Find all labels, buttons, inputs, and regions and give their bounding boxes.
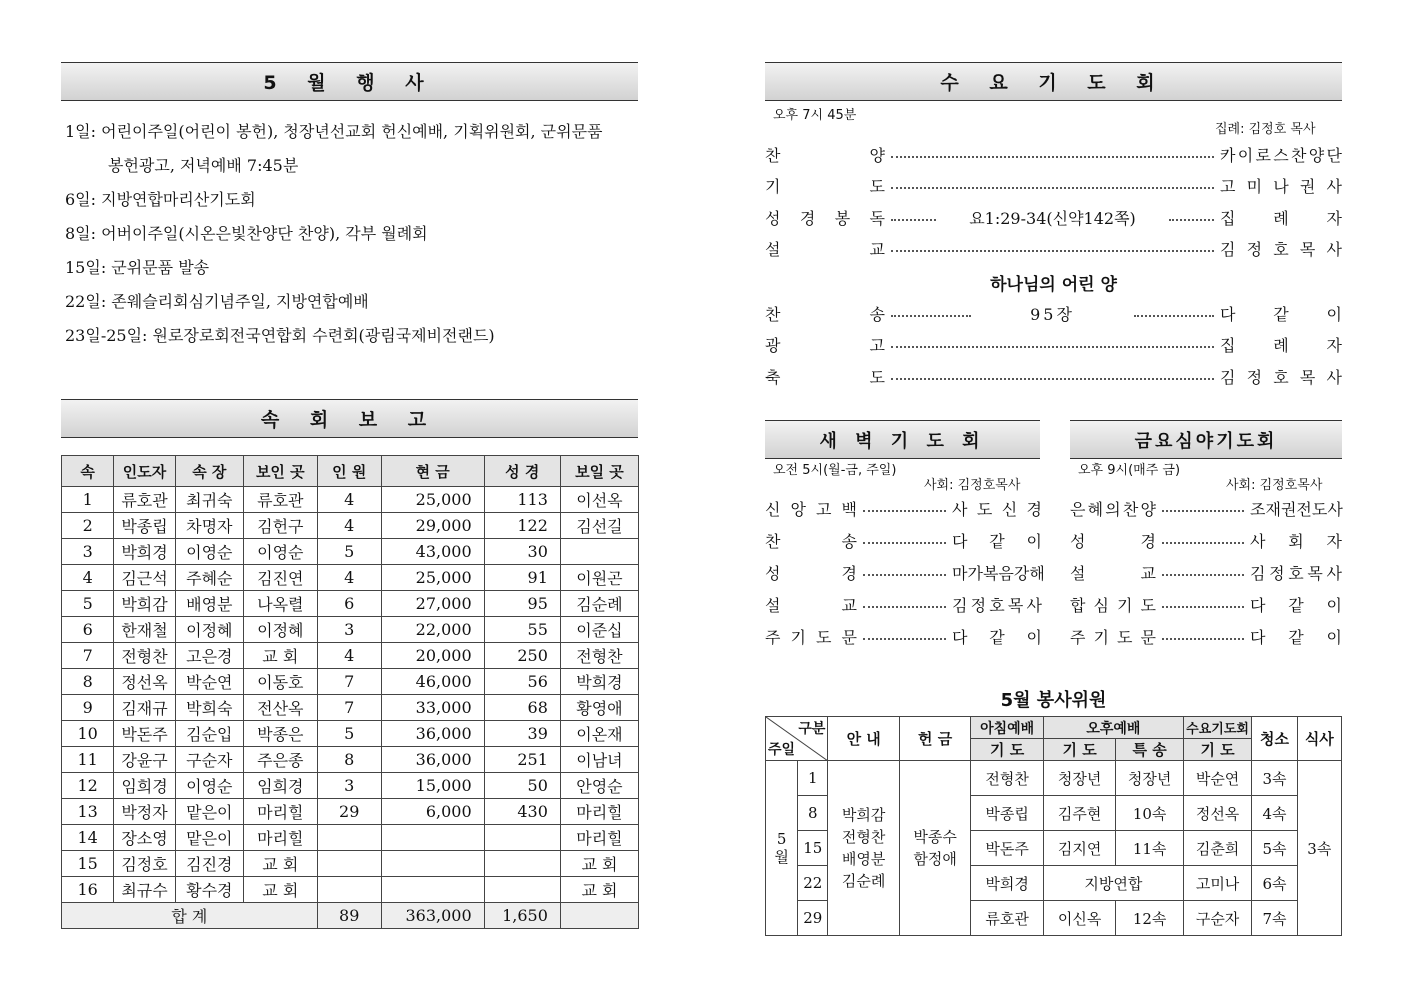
wed-prayer: 정선옥: [1183, 796, 1251, 831]
report-cell: [381, 877, 484, 903]
diag-header: [766, 717, 828, 761]
report-cell: 황수경: [175, 877, 243, 903]
fri-row: [1070, 593, 1342, 616]
report-cell: 6: [317, 591, 381, 617]
report-cell: 마리힐: [243, 799, 317, 825]
month-cell: [766, 761, 798, 936]
report-cell: 33,000: [381, 695, 484, 721]
volunteers-title: 5월 봉사위원: [1000, 690, 1107, 711]
fri-row: [1070, 625, 1342, 648]
report-cell: 김재규: [114, 695, 175, 721]
report-row: [62, 851, 639, 877]
report-cell: 250: [484, 643, 560, 669]
special-song: 11속: [1116, 831, 1183, 866]
report-col-header: 인 원: [317, 456, 381, 487]
report-cell: 나옥렬: [243, 591, 317, 617]
report-cell: [381, 825, 484, 851]
report-cell: 이동호: [243, 669, 317, 695]
dawn-value: 김 정 호 목 사: [952, 596, 1042, 615]
report-cell: 3: [317, 617, 381, 643]
report-cell: 7: [317, 695, 381, 721]
report-cell: 3: [62, 539, 114, 565]
events-header: 5 월 행 사: [61, 62, 638, 101]
fri-label: 은 혜 의 찬 양: [1070, 500, 1156, 519]
dawn-value: 다 같 이: [952, 628, 1042, 647]
week-day: 8: [798, 796, 828, 831]
fri-row: [1070, 529, 1342, 552]
wed-time: 오후 7시 45분: [773, 108, 857, 123]
report-total-cell: 1,650: [484, 903, 560, 929]
fri-value: 조 재 권 전 도 사: [1250, 500, 1343, 519]
report-cell: 이정혜: [243, 617, 317, 643]
report-cell: 95: [484, 591, 560, 617]
report-cell: 251: [484, 747, 560, 773]
dawn-row: [765, 561, 1045, 584]
report-cell: [560, 539, 638, 565]
report-cell: 15,000: [381, 773, 484, 799]
report-row: [62, 565, 639, 591]
afternoon-prayer: 김주현: [1043, 796, 1116, 831]
report-cell: 30: [484, 539, 560, 565]
report-cell: 5: [317, 539, 381, 565]
col-offering: 헌 금: [899, 717, 970, 761]
report-cell: 차명자: [175, 513, 243, 539]
afternoon-prayer: 이신옥: [1043, 901, 1116, 936]
dawn-leader: 사회: 김정호목사: [924, 478, 1021, 493]
clean-group: 5속: [1252, 831, 1297, 866]
report-cell: 43,000: [381, 539, 484, 565]
week-label: 주일: [768, 742, 796, 758]
report-cell: 박돈주: [114, 721, 175, 747]
report-cell: 김근석: [114, 565, 175, 591]
report-row: [62, 773, 639, 799]
fri-label: 설 교: [1070, 564, 1156, 583]
report-row: [62, 721, 639, 747]
wed-row: [765, 206, 1342, 229]
report-cell: 교 회: [243, 877, 317, 903]
week-day: 15: [798, 831, 828, 866]
report-cell: 마리힐: [560, 799, 638, 825]
report-total-row: [62, 903, 639, 929]
report-cell: 39: [484, 721, 560, 747]
report-cell: 박정자: [114, 799, 175, 825]
wed-leader: 집례: 김정호 목사: [1215, 122, 1316, 137]
report-cell: [484, 825, 560, 851]
report-cell: 113: [484, 487, 560, 513]
report-cell: 이영순: [175, 539, 243, 565]
fri-value: 김 정 호 목 사: [1250, 564, 1342, 583]
fri-value: 다 같 이: [1250, 628, 1342, 647]
wed-value: 집 례 자: [1220, 336, 1342, 355]
report-row: [62, 669, 639, 695]
report-cell: 임희경: [243, 773, 317, 799]
dawn-row: [765, 497, 1042, 520]
report-cell: 맡은이: [175, 825, 243, 851]
report-cell: 김진연: [243, 565, 317, 591]
wed-label: 설 교: [765, 240, 885, 259]
report-cell: 안영순: [560, 773, 638, 799]
report-cell: 이원곤: [560, 565, 638, 591]
report-cell: 6: [62, 617, 114, 643]
wed-value: 다 같 이: [1220, 305, 1342, 324]
report-cell: [484, 851, 560, 877]
report-cell: 박종립: [114, 513, 175, 539]
report-cell: 이남녀: [560, 747, 638, 773]
report-cell: 김순례: [560, 591, 638, 617]
wed-row: [765, 302, 1342, 325]
dawn-label: 신 앙 고 백: [765, 500, 857, 519]
report-cell: 마리힐: [243, 825, 317, 851]
dawn-label: 성 경: [765, 564, 857, 583]
report-cell: 구순자: [175, 747, 243, 773]
report-cell: 430: [484, 799, 560, 825]
dawn-row: [765, 625, 1042, 648]
wed-row: [765, 237, 1342, 260]
afternoon-prayer: 김지연: [1043, 831, 1116, 866]
fri-value: 사 회 자: [1250, 532, 1342, 551]
report-cell: 이정혜: [175, 617, 243, 643]
report-cell: [317, 825, 381, 851]
week-day: 29: [798, 901, 828, 936]
report-cell: 46,000: [381, 669, 484, 695]
col-wed: 수요기도회: [1183, 717, 1251, 739]
sub-prayer: 기 도: [971, 739, 1044, 761]
dawn-label: 찬 송: [765, 532, 857, 551]
report-cell: 25,000: [381, 565, 484, 591]
wed-value: 김 정 호 목 사: [1220, 240, 1342, 259]
morning-prayer: 전형찬: [971, 761, 1044, 796]
wed-sermon-title: 하나님의 어린 양: [990, 275, 1117, 295]
event-item: 23일-25일: 원로장로회전국연합회 수련회(광림국제비전랜드): [65, 326, 495, 345]
report-cell: 강윤구: [114, 747, 175, 773]
report-cell: 박희숙: [175, 695, 243, 721]
col-meal: 식사: [1297, 717, 1341, 761]
wed-label: 찬 양: [765, 146, 885, 165]
report-cell: 교 회: [243, 851, 317, 877]
volunteers-table: [765, 716, 1342, 936]
report-cell: 류호관: [243, 487, 317, 513]
report-row: [62, 747, 639, 773]
wed-prayer: 박순연: [1183, 761, 1251, 796]
report-cell: 맡은이: [175, 799, 243, 825]
report-cell: 25,000: [381, 487, 484, 513]
report-col-header: 성 경: [484, 456, 560, 487]
event-item: 6일: 지방연합마리산기도회: [65, 190, 256, 209]
wed-value: 카 이 로 스 찬 양 단: [1220, 146, 1342, 165]
report-cell: 7: [317, 669, 381, 695]
report-cell: 14: [62, 825, 114, 851]
morning-prayer: 박희경: [971, 866, 1044, 901]
report-total-cell: [560, 903, 638, 929]
report-cell: 11: [62, 747, 114, 773]
report-cell: 29: [317, 799, 381, 825]
col-clean: 청소: [1252, 717, 1297, 761]
report-cell: 고은경: [175, 643, 243, 669]
report-cell: 이영순: [175, 773, 243, 799]
col-morning: 아침예배: [971, 717, 1044, 739]
report-cell: 4: [317, 565, 381, 591]
report-row: [62, 695, 639, 721]
wed-label: 축 도: [765, 368, 885, 387]
report-cell: 이선옥: [560, 487, 638, 513]
report-cell: 20,000: [381, 643, 484, 669]
col-guide: 안 내: [828, 717, 899, 761]
wed-header: 수 요 기 도 회: [765, 62, 1342, 101]
report-cell: 배영분: [175, 591, 243, 617]
report-cell: 최규수: [114, 877, 175, 903]
report-row: [62, 643, 639, 669]
fri-row: [1070, 561, 1342, 584]
special-song: 12속: [1116, 901, 1183, 936]
clean-group: 3속: [1252, 761, 1297, 796]
report-cell: 주은종: [243, 747, 317, 773]
dawn-header: 새 벽 기 도 회: [765, 420, 1040, 459]
special-song: 10속: [1116, 796, 1183, 831]
wed-label: 광 고: [765, 336, 885, 355]
report-cell: 교 회: [243, 643, 317, 669]
dawn-value: 마 가 복 음 강 해: [952, 564, 1045, 583]
report-cell: 황영애: [560, 695, 638, 721]
dawn-value: 사 도 신 경: [952, 500, 1042, 519]
report-total-cell: 363,000: [381, 903, 484, 929]
special-song: 청장년: [1116, 761, 1183, 796]
col-afternoon: 오후예배: [1043, 717, 1183, 739]
report-cell: 김헌구: [243, 513, 317, 539]
report-cell: 7: [62, 643, 114, 669]
month-label: 5월: [774, 830, 789, 866]
event-item: 봉헌광고, 저녁예배 7:45분: [108, 156, 299, 175]
wed-prayer: 김춘희: [1183, 831, 1251, 866]
report-cell: 교 회: [560, 877, 638, 903]
report-row: [62, 487, 639, 513]
report-cell: 이온재: [560, 721, 638, 747]
gubun-label: 구분: [798, 721, 826, 737]
events-list: [65, 115, 645, 353]
report-cell: 22,000: [381, 617, 484, 643]
report-cell: 김순입: [175, 721, 243, 747]
report-row: [62, 591, 639, 617]
report-cell: [484, 877, 560, 903]
sub-prayer: 기 도: [1043, 739, 1116, 761]
report-cell: 주혜순: [175, 565, 243, 591]
fri-label: 성 경: [1070, 532, 1156, 551]
report-row: [62, 539, 639, 565]
report-cell: 9: [62, 695, 114, 721]
report-col-header: 보일 곳: [560, 456, 638, 487]
event-item: 1일: 어린이주일(어린이 봉헌), 청장년선교회 헌신예배, 기획위원회, 군위문품: [65, 122, 603, 141]
report-cell: 2: [62, 513, 114, 539]
wed-prayer: 구순자: [1183, 901, 1251, 936]
report-cell: 이영순: [243, 539, 317, 565]
report-cell: 15: [62, 851, 114, 877]
report-cell: 마리힐: [560, 825, 638, 851]
report-cell: 36,000: [381, 747, 484, 773]
report-cell: 4: [62, 565, 114, 591]
wed-label: 성 경 봉 독: [765, 209, 885, 228]
report-cell: 55: [484, 617, 560, 643]
wed-scripture: 요1:29-34(신약142쪽): [969, 209, 1136, 228]
report-cell: 3: [317, 773, 381, 799]
report-cell: 정선옥: [114, 669, 175, 695]
report-cell: 50: [484, 773, 560, 799]
report-total-cell: 합 계: [62, 903, 318, 929]
report-cell: 68: [484, 695, 560, 721]
sub-prayer: 기 도: [1183, 739, 1251, 761]
wed-label: 찬 송: [765, 305, 885, 324]
report-cell: 한재철: [114, 617, 175, 643]
fri-label: 주 기 도 문: [1070, 628, 1156, 647]
report-cell: 5: [62, 591, 114, 617]
report-cell: 8: [317, 747, 381, 773]
report-cell: 박희경: [114, 539, 175, 565]
report-cell: 8: [62, 669, 114, 695]
report-cell: 29,000: [381, 513, 484, 539]
report-cell: 6,000: [381, 799, 484, 825]
clean-group: 4속: [1252, 796, 1297, 831]
dawn-label: 설 교: [765, 596, 857, 615]
report-cell: [381, 851, 484, 877]
report-cell: 김진경: [175, 851, 243, 877]
clean-group: 6속: [1252, 866, 1297, 901]
report-cell: 김정호: [114, 851, 175, 877]
report-cell: 전산옥: [243, 695, 317, 721]
morning-prayer: 박돈주: [971, 831, 1044, 866]
report-cell: 김선길: [560, 513, 638, 539]
report-cell: 10: [62, 721, 114, 747]
report-cell: 122: [484, 513, 560, 539]
report-cell: 박종은: [243, 721, 317, 747]
offering-names: 박종수 함정애: [899, 761, 970, 936]
report-cell: 박순연: [175, 669, 243, 695]
report-total-cell: 89: [317, 903, 381, 929]
event-item: 15일: 군위문품 발송: [65, 258, 210, 277]
report-row: [62, 877, 639, 903]
report-col-header: 보인 곳: [243, 456, 317, 487]
report-cell: 36,000: [381, 721, 484, 747]
report-col-header: 속: [62, 456, 114, 487]
fri-label: 합 심 기 도: [1070, 596, 1156, 615]
report-cell: 류호관: [114, 487, 175, 513]
report-col-header: 인도자: [114, 456, 175, 487]
report-cell: 교 회: [560, 851, 638, 877]
report-cell: 장소영: [114, 825, 175, 851]
wed-hymn: 95장: [1030, 305, 1075, 324]
report-header: 속 회 보 고: [61, 399, 638, 438]
report-cell: 91: [484, 565, 560, 591]
dawn-row: [765, 529, 1042, 552]
report-row: [62, 799, 639, 825]
report-cell: 박희감: [114, 591, 175, 617]
week-day: 1: [798, 761, 828, 796]
wed-row: [765, 174, 1342, 197]
report-cell: 16: [62, 877, 114, 903]
report-cell: 전형찬: [114, 643, 175, 669]
dawn-value: 다 같 이: [952, 532, 1042, 551]
report-row: [62, 513, 639, 539]
fri-row: [1070, 497, 1342, 520]
fri-value: 다 같 이: [1250, 596, 1342, 615]
report-cell: 1: [62, 487, 114, 513]
report-cell: 임희경: [114, 773, 175, 799]
report-cell: 56: [484, 669, 560, 695]
clean-group: 7속: [1252, 901, 1297, 936]
sub-special-song: 특 송: [1116, 739, 1183, 761]
guide-names: 박희감 전형찬 배영분 김순례: [828, 761, 899, 936]
report-cell: 4: [317, 487, 381, 513]
wed-row: [765, 365, 1342, 388]
dawn-row: [765, 593, 1042, 616]
report-cell: 27,000: [381, 591, 484, 617]
afternoon-prayer: 청장년: [1043, 761, 1116, 796]
report-cell: 이준십: [560, 617, 638, 643]
report-cell: [317, 877, 381, 903]
dawn-time: 오전 5시(월-금, 주일): [773, 463, 897, 478]
week-day: 22: [798, 866, 828, 901]
friday-time: 오후 9시(매주 금): [1078, 463, 1181, 478]
report-cell: 최귀숙: [175, 487, 243, 513]
morning-prayer: 박종립: [971, 796, 1044, 831]
report-cell: 5: [317, 721, 381, 747]
wed-row: [765, 333, 1342, 356]
afternoon-joint: 지방연합: [1043, 866, 1183, 901]
report-cell: 4: [317, 643, 381, 669]
report-row: [62, 825, 639, 851]
event-item: 22일: 존웨슬리회심기념주일, 지방연합예배: [65, 292, 369, 311]
friday-leader: 사회: 김정호목사: [1226, 478, 1323, 493]
wed-prayer: 고미나: [1183, 866, 1251, 901]
wed-value: 집 례 자: [1220, 209, 1342, 228]
wed-value: 고 미 나 권 사: [1220, 177, 1342, 196]
event-item: 8일: 어버이주일(시온은빛찬양단 찬양), 각부 월례회: [65, 224, 428, 243]
report-col-header: 속 장: [175, 456, 243, 487]
wed-label: 기 도: [765, 177, 885, 196]
report-row: [62, 617, 639, 643]
report-cell: 박희경: [560, 669, 638, 695]
friday-header: 금요심야기도회: [1070, 420, 1342, 459]
report-cell: 13: [62, 799, 114, 825]
report-cell: 4: [317, 513, 381, 539]
wed-row: [765, 143, 1342, 166]
report-cell: 전형찬: [560, 643, 638, 669]
report-col-header: 현 금: [381, 456, 484, 487]
morning-prayer: 류호관: [971, 901, 1044, 936]
report-cell: 12: [62, 773, 114, 799]
meal-group: 3속: [1297, 761, 1341, 936]
dawn-label: 주 기 도 문: [765, 628, 857, 647]
report-table: [61, 455, 639, 929]
report-cell: [317, 851, 381, 877]
wed-value: 김 정 호 목 사: [1220, 368, 1342, 387]
